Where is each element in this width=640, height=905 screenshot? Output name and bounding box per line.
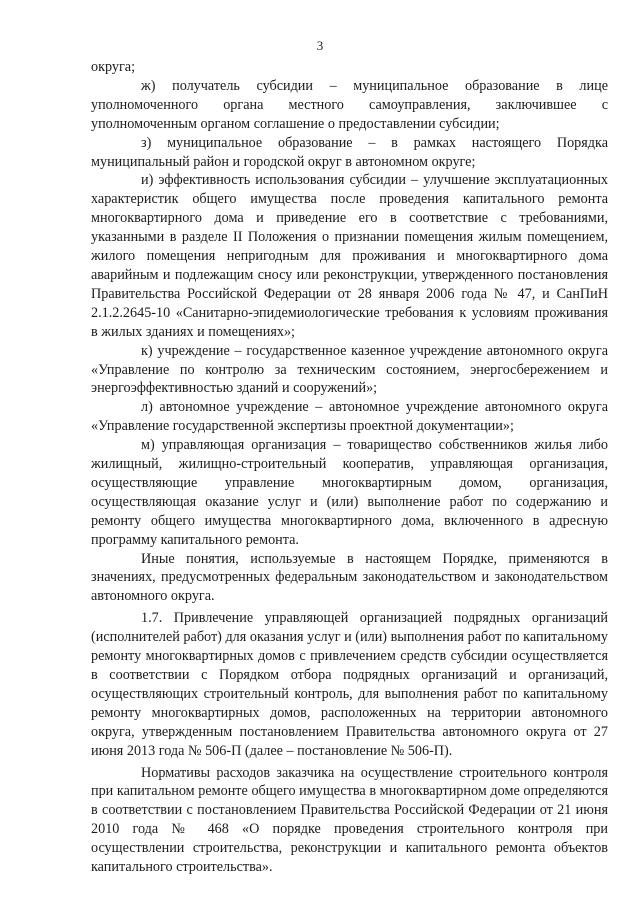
- paragraph: к) учреждение – государственное казенное учреждение автономного округа «Управление по контролю за техническим состоянием, энергосбережением и энергоэффективностью зданий и сооружений»;: [91, 342, 608, 397]
- paragraph: округа;: [91, 59, 136, 75]
- document-body: [91, 58, 608, 877]
- paragraph: 1.7. Привлечение управляющей организацией подрядных организаций (исполнителей работ) для оказания услуг и (или) выполнения работ по капитальному ремонту многоквартирных домов с привлечением средств субсидии осуществляется в соответствии с Порядком отбора подрядных организаций и организаций, осуществляющих строительный контроль, для выполнения работ по капитальному ремонту многоквартирных домов, расположенных на территории автономного округа, утвержденным постановлением Правительства автономного округа от 27 июня 2013 года № 506-П (далее – постановление № 506-П).: [91, 610, 608, 759]
- paragraph: и) эффективность использования субсидии – улучшение эксплуатационных характеристик общего имущества после проведения капитального ремонта многоквартирного дома и приведение его в соответствие с требованиями, указанными в разделе II Положения о признании помещения жилым помещением, жилого помещения непригодным для проживания и многоквартирного дома аварийным и подлежащим сносу или реконструкции, утвержденного постановления Правительства Российской Федерации от 28 января 2006 года № 47, и СанПиН 2.1.2.2645-10 «Санитарно-эпидемиологические требования к условиям проживания в жилых зданиях и помещениях»;: [91, 172, 608, 340]
- page-number: 3: [316, 38, 324, 53]
- paragraph: Нормативы расходов заказчика на осуществление строительного контроля при капитальном ремонте общего имущества в многоквартирном доме определяются в соответствии с постановлением Правительства Российской Федерации от 21 июня 2010 года № 468 «О порядке проведения строительного контроля при осуществлении строительства, реконструкции и капитального ремонта объектов капитального строительства».: [91, 764, 608, 876]
- paragraph: з) муниципальное образование – в рамках настоящего Порядка муниципальный район и городской округ в автономном округе;: [91, 134, 608, 170]
- paragraph: л) автономное учреждение – автономное учреждение автономного округа «Управление государственной экспертизы проектной документации»;: [91, 399, 608, 435]
- paragraph: ж) получатель субсидии – муниципальное образование в лице уполномоченного органа местного самоуправления, заключившее с уполномоченным органом соглашение о предоставлении субсидии;: [91, 77, 608, 132]
- paragraph: м) управляющая организация – товарищество собственников жилья либо жилищный, жилищно-строительный кооператив, управляющая организация, осуществляющие управление многоквартирным домом, организация, осуществляющая оказание услуг и (или) выполнение работ по содержанию и ремонту общего имущества многоквартирного дома, включенного в адресную программу капитального ремонта.: [91, 437, 608, 548]
- paragraph: Иные понятия, используемые в настоящем Порядке, применяются в значениях, предусмотренных федеральным законодательством и законодательством автономного округа.: [91, 550, 608, 605]
